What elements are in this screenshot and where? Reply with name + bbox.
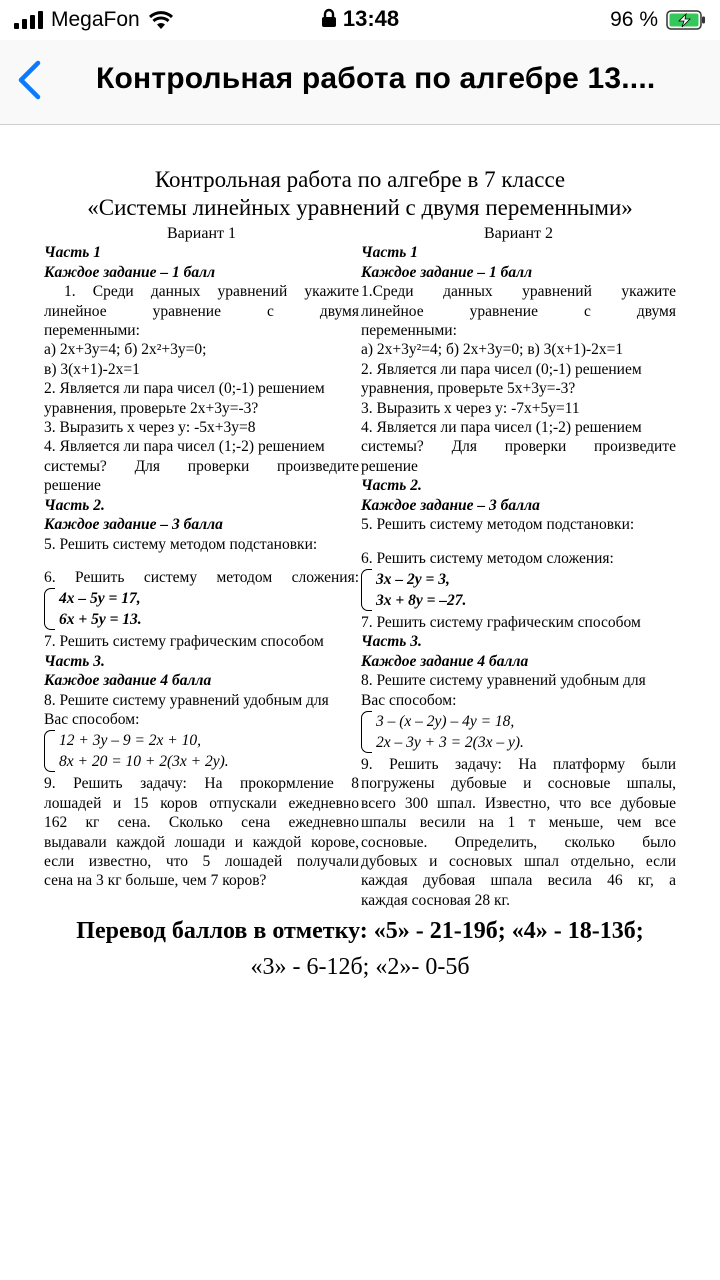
v1-q9-line4: выдавали каждой лошади и каждой корове, [44,833,359,851]
v2-q6-eq2: 3x + 8y = –27. [376,591,467,609]
v2-q9-line4: шпалы весили на 1 т меньше, чем все [361,814,676,832]
v2-q9-line2: погружены дубовые и сосновые шпалы, [361,775,676,793]
grading-line2: «3» - 6-12б; «2»- 0-5б [250,954,470,981]
clock: 13:48 [342,6,400,31]
v2-q1-line2: линейное уравнение с двумя [361,302,676,320]
v2-part1: Часть 1 [361,244,418,262]
v2-q1-line3: переменными: [361,322,457,340]
v1-q8-line1: 8. Решите систему уравнений удобным для [44,691,329,709]
v1-q1-options2: в) 3(x+1)-2x=1 [44,360,140,378]
v1-part2: Часть 2. [44,496,105,514]
v2-part3: Часть 3. [361,633,422,651]
v1-q9-line1: 9. Решить задачу: На прокормление 8 [44,775,359,793]
v2-q5: 5. Решить систему методом подстановки: [361,516,635,534]
v2-q9-line3: всего 300 шпал. Известно, что все дубовые [361,794,676,812]
variant-2-heading: Вариант 2 [484,225,553,242]
v1-q1-options1: а) 2x+3y=4; б) 2x²+3y=0; [44,341,207,359]
v2-q4-line2: системы? Для проверки произведите [361,438,676,456]
v1-score3: Каждое задание 4 балла [44,672,212,690]
v1-q7: 7. Решить систему графическим способом [44,633,324,651]
v2-q7: 7. Решить систему графическим способом [361,613,641,631]
v2-q1-line1: 1.Среди данных уравнений укажите [361,283,676,301]
doc-title-line2: «Системы линейных уравнений с двумя переменными» [87,195,633,220]
v2-q9-line6: дубовых и сосновых шпал отдельно, если [361,852,676,870]
v1-score1: Каждое задание – 1 балл [44,263,216,281]
v1-q6: 6. Решить систему методом сложения: [44,568,359,586]
v2-q2-line1: 2. Является ли пара чисел (0;-1) решением [361,360,642,378]
battery-percent: 96 % [610,8,658,31]
back-chevron-icon[interactable] [14,60,44,100]
v1-q9-line6: сена на 3 кг больше, чем 7 коров? [44,872,267,890]
v1-q6-eq1: 4x – 5y = 17, [59,590,141,608]
lock-icon [321,8,337,28]
v2-q4-line3: решение [361,457,418,475]
v2-score3: Каждое задание 4 балла [361,652,529,670]
v1-q1-line2: линейное уравнение с двумя [44,302,359,320]
v1-q2-line2: уравнения, проверьте 2x+3y=-3? [44,399,259,417]
v2-q8-line1: 8. Решите систему уравнений удобным для [361,672,646,690]
v1-q4-line2: системы? Для проверки произведите [44,457,359,475]
v2-score2: Каждое задание – 3 балла [361,496,540,514]
v2-q1-options: а) 2x+3y²=4; б) 2x+3y=0; в) 3(x+1)-2x=1 [361,341,624,359]
v1-score2: Каждое задание – 3 балла [44,516,223,534]
v1-part1: Часть 1 [44,244,101,262]
v1-q2-line1: 2. Является ли пара чисел (0;-1) решением [44,380,325,398]
status-bar [0,0,720,40]
v1-q8-eq2: 8x + 20 = 10 + 2(3x + 2y). [59,753,229,771]
navigation-bar [0,40,720,125]
v1-q1-line3: переменными: [44,322,140,340]
v2-q9-line7: каждая дубовая шпала весила 46 кг, а [361,872,676,890]
v1-q4-line3: решение [44,477,101,495]
v2-q8-system [361,711,676,753]
v2-q9-line8: каждая сосновая 28 кг. [361,891,510,909]
v1-q1-line1: 1. Среди данных уравнений укажите [64,283,359,301]
v1-q9-line3: 162 кг сена. Сколько сена ежедневно [44,814,359,832]
v1-part3: Часть 3. [44,652,105,670]
v1-q3: 3. Выразить x через y: -5x+3y=8 [44,419,256,437]
v2-q9-line5: сосновые. Определить, сколько было [361,833,676,851]
doc-title-line1: Контрольная работа по алгебре в 7 классе [154,167,566,192]
v2-q2-line2: уравнения, проверьте 5x+3y=-3? [361,380,576,398]
v1-q6-eq2: 6x + 5y = 13. [59,611,142,629]
v2-q4-line1: 4. Является ли пара чисел (1;-2) решением [361,419,642,437]
battery-charging-icon [666,10,706,30]
v2-q6-eq1: 3x – 2y = 3, [376,570,450,588]
v2-q6-system [361,569,676,611]
variant-2-column [359,224,676,910]
carrier-name: MegaFon [51,8,140,31]
grading-line1: Перевод баллов в отметку: «5» - 21-19б; «4» - 18-13б; [76,918,644,945]
page-title: Контрольная работа по алгебре 13.... [96,62,656,95]
document-content [44,166,676,982]
v2-q8-line2: Вас способом: [361,691,457,709]
v2-q8-eq2: 2x – 3y + 3 = 2(3x – y). [376,733,524,751]
v1-q5: 5. Решить систему методом подстановки: [44,535,318,553]
variant-1-heading: Вариант 1 [167,225,236,242]
v1-q8-system [44,730,359,772]
v1-q8-line2: Вас способом: [44,710,140,728]
v1-q8-eq1: 12 + 3y – 9 = 2x + 10, [59,732,202,750]
v1-q4-line1: 4. Является ли пара чисел (1;-2) решением [44,438,325,456]
v1-q9-line2: лошадей и 15 коров отпускали ежедневно [44,794,359,812]
v2-part2: Часть 2. [361,477,422,495]
v2-q9-line1: 9. Решить задачу: На платформу были [361,755,676,773]
v2-q6: 6. Решить систему методом сложения: [361,549,614,567]
variant-1-column [44,224,359,910]
v2-score1: Каждое задание – 1 балл [361,263,533,281]
v1-q6-system [44,588,359,630]
v2-q8-eq1: 3 – (x – 2y) – 4y = 18, [376,712,515,730]
v1-q9-line5: если известно, что 5 лошадей получали [44,852,359,870]
v2-q3: 3. Выразить x через y: -7x+5y=11 [361,399,580,417]
